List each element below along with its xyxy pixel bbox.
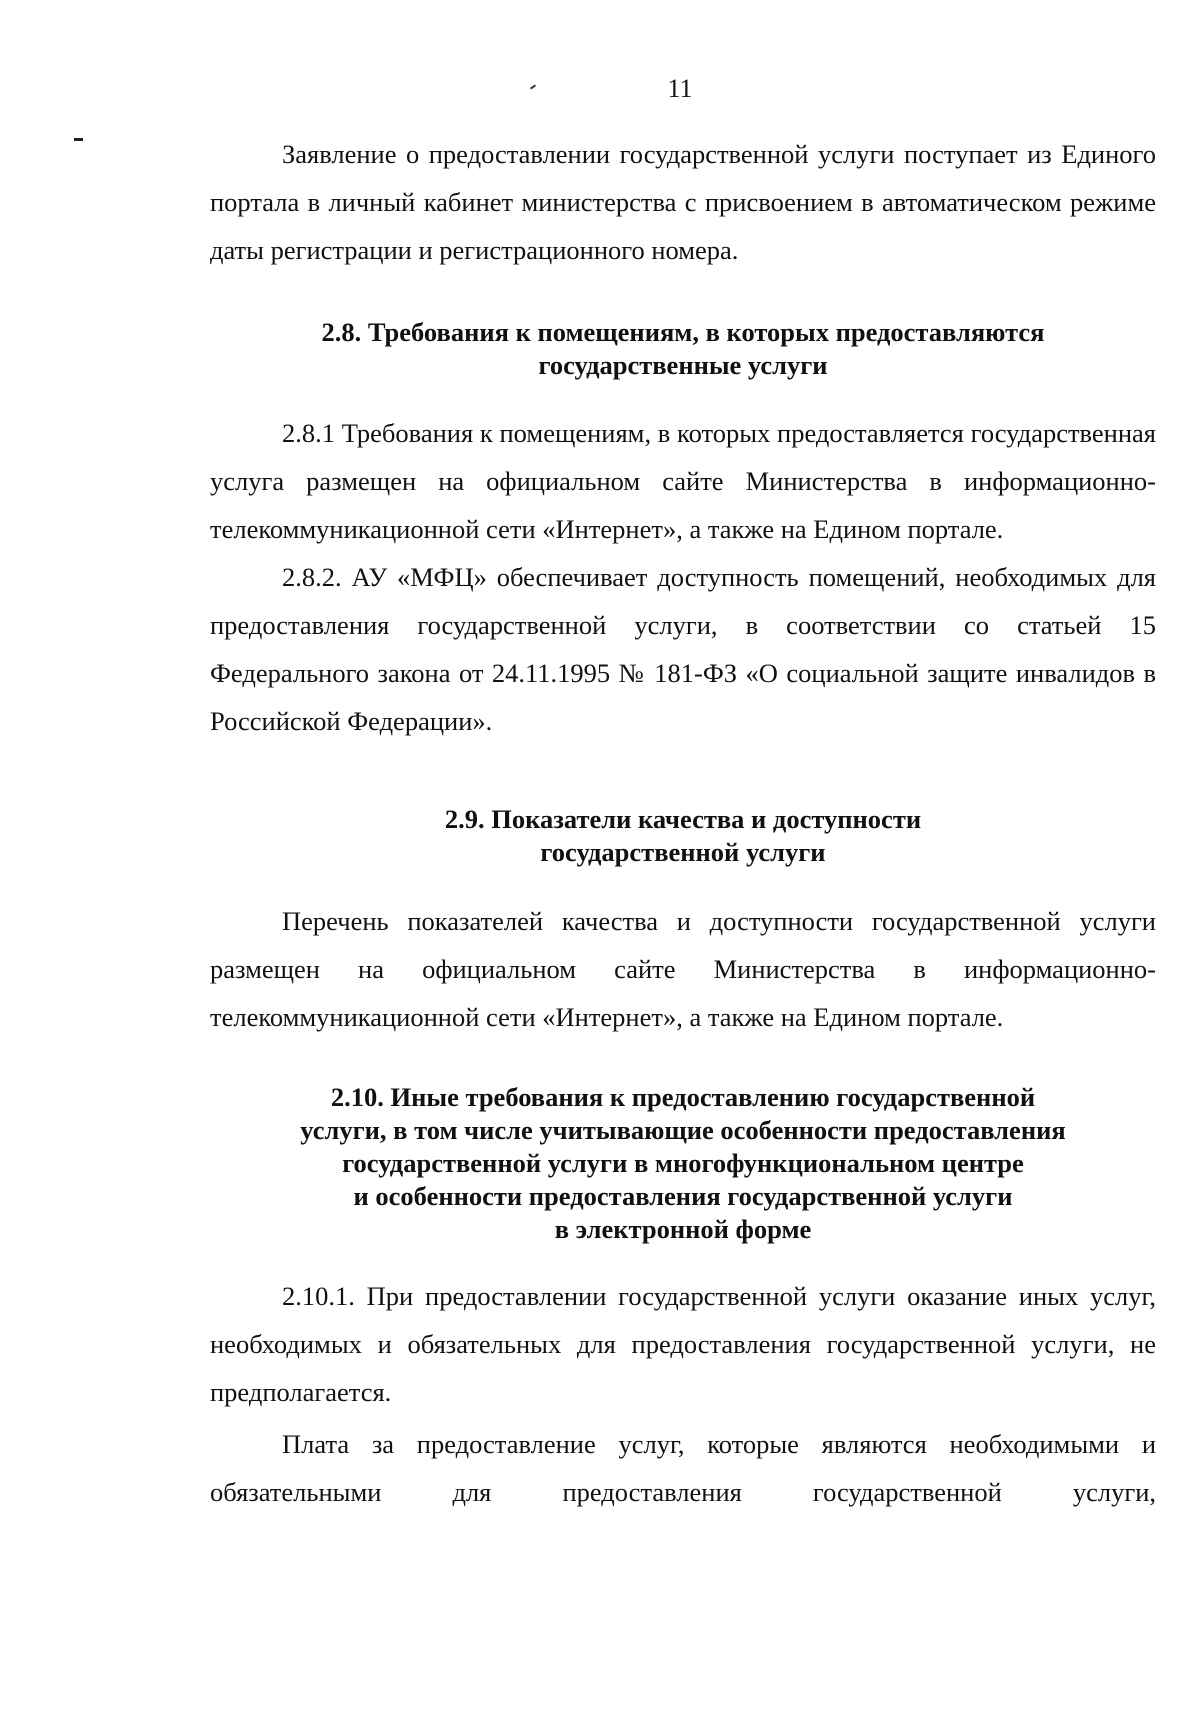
heading-line: государственной услуги в многофункциональном центре — [342, 1148, 1024, 1178]
paragraph-2-9: Перечень показателей качества и доступности государственной услуги размещен на официальном сайте Министерства в информационно-телекоммуникационной сети «Интернет», а также на Едином портале. — [210, 906, 1156, 1032]
paragraph-application-intake: Заявление о предоставлении государственной услуги поступает из Единого портала в личный кабинет министерства с присвоением в автоматическом режиме даты регистрации и регистрационного номера. — [210, 139, 1156, 265]
heading-line: государственные услуги — [538, 350, 828, 380]
document-body — [210, 130, 1156, 1516]
section-heading-2-9 — [210, 803, 1156, 869]
heading-line: 2.9. Показатели качества и доступности — [444, 804, 922, 834]
section-heading-2-8 — [210, 316, 1156, 382]
heading-line: и особенности предоставления государственной услуги — [353, 1181, 1013, 1211]
paragraph-fee: Плата за предоставление услуг, которые являются необходимыми и обязательными для предоставления государственной услуги, — [210, 1429, 1156, 1507]
heading-line: услуги, в том числе учитывающие особенности предоставления — [300, 1115, 1066, 1145]
scan-mark — [74, 138, 83, 141]
page-number: 11 — [667, 74, 693, 103]
heading-line: 2.10. Иные требования к предоставлению государственной — [330, 1082, 1036, 1112]
paragraph-2-8-1: 2.8.1 Требования к помещениям, в которых предоставляется государственная услуга размещен на официальном сайте Министерства в информационно-телекоммуникационной сети «Интернет», а также на Едином портале. — [210, 418, 1156, 544]
heading-line: в электронной форме — [554, 1214, 812, 1244]
paragraph-2-10-1: 2.10.1. При предоставлении государственной услуги оказание иных услуг, необходимых и обязательных для предоставления государственной услуги, не предполагается. — [210, 1281, 1156, 1407]
paragraph-2-8-2: 2.8.2. АУ «МФЦ» обеспечивает доступность помещений, необходимых для предоставления государственной услуги, в соответствии со статьей 15 Федерального закона от 24.11.1995 № 181-ФЗ «О социальной защите инвалидов в Российской Федерации». — [210, 562, 1156, 736]
heading-line: 2.8. Требования к помещениям, в которых предоставляются — [321, 317, 1045, 347]
section-heading-2-10 — [210, 1081, 1156, 1246]
heading-line: государственной услуги — [540, 837, 826, 867]
